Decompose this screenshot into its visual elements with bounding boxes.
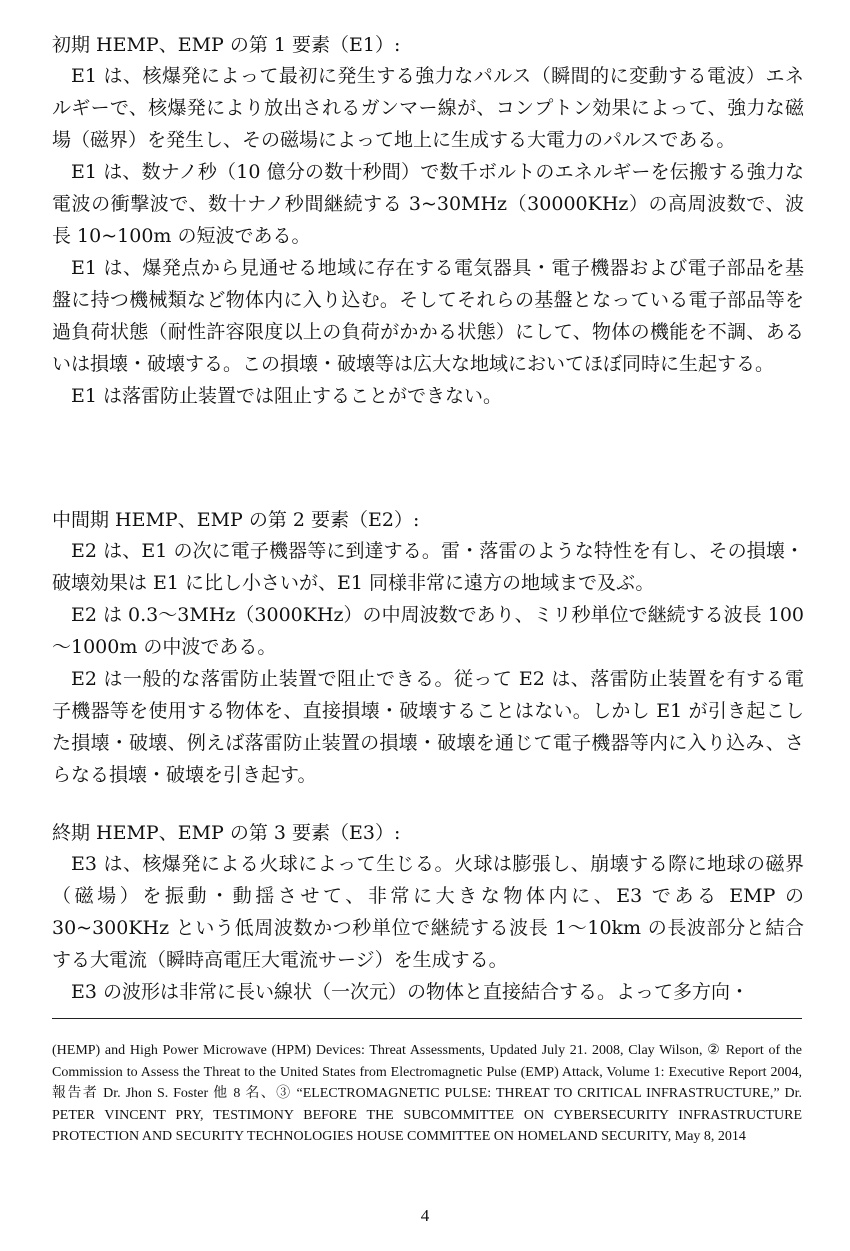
- paragraph: E1 は、爆発点から見通せる地域に存在する電気器具・電子機器および電子部品を基盤に持つ機械類など物体内に入り込む。そしてそれらの基盤となっている電子部品等を過負荷状態（耐性許容限度以上の負荷がかかる状態）にして、物体の機能を不調、あるいは損壊・破壊する。この損壊・破壊等は広大な地域においてほぼ同時に生起する。: [52, 257, 804, 375]
- footnote-divider: [52, 1018, 802, 1019]
- paragraph: E1 は落雷防止装置では阻止することができない。: [71, 385, 502, 407]
- paragraph: E1 は、核爆発によって最初に発生する強力なパルス（瞬間的に変動する電波）エネルギーで、核爆発により放出されるガンマー線が、コンプトン効果によって、強力な磁場（磁界）を発生し、その磁場によって地上に生成する大電力のパルスである。: [52, 65, 804, 151]
- paragraph: E3 は、核爆発による火球によって生じる。火球は膨張し、崩壊する際に地球の磁界（磁場）を振動・動揺させて、非常に大きな物体内に、E3 である EMP の 30~300KHz という低周波数かつ秒単位で継続する波長 1～10km の長波部分と結合する大電流（瞬時高電圧大電流サージ）を生成する。: [52, 853, 804, 971]
- section-e2: [52, 505, 804, 791]
- page-number: 4: [420, 1206, 430, 1225]
- section-e3: [52, 818, 804, 1008]
- section-heading-e3: 終期 HEMP、EMP の第 3 要素（E3）:: [52, 822, 401, 844]
- paragraph: E1 は、数ナノ秒（10 億分の数十秒間）で数千ボルトのエネルギーを伝搬する強力な電波の衝撃波で、数十ナノ秒間継続する 3~30MHz（30000KHz）の高周波数で、波長 10~100m の短波である。: [52, 161, 804, 247]
- section-e1: [52, 30, 804, 412]
- paragraph: E3 の波形は非常に長い線状（一次元）の物体と直接結合する。よって多方向・: [71, 981, 749, 1003]
- section-heading-e1: 初期 HEMP、EMP の第 1 要素（E1）:: [52, 34, 401, 56]
- section-heading-e2: 中間期 HEMP、EMP の第 2 要素（E2）:: [52, 509, 420, 531]
- footnote-text: (HEMP) and High Power Microwave (HPM) Devices: Threat Assessments, Updated July 21. 2008, Clay Wilson, ② Report of the Commission to Assess the Threat to the United States from Electromagnetic Pulse (EMP) Attack, Volume 1: Executive Report 2004, 報告者 Dr. Jhon S. Foster 他 8 名、③ “ELECTROMAGNETIC PULSE: THREAT TO CRITICAL INFRASTRUCTURE,” Dr. PETER VINCENT PRY, TESTIMONY BEFORE THE SUBCOMMITTEE ON CYBERSECURITY INFRASTRUCTURE PROTECTION AND SECURITY TECHNOLOGIES HOUSE COMMITTEE ON HOMELAND SECURITY, May 8, 2014: [52, 1043, 802, 1144]
- paragraph: E2 は 0.3～3MHz（3000KHz）の中周波数であり、ミリ秒単位で継続する波長 100～1000m の中波である。: [52, 604, 804, 658]
- paragraph: E2 は一般的な落雷防止装置で阻止できる。従って E2 は、落雷防止装置を有する電子機器等を使用する物体を、直接損壊・破壊することはない。しかし E1 が引き起こした損壊・破壊、例えば落雷防止装置の損壊・破壊を通じて電子機器等内に入り込み、さらなる損壊・破壊を引き起す。: [52, 668, 804, 786]
- paragraph: E2 は、E1 の次に電子機器等に到達する。雷・落雷のような特性を有し、その損壊・破壊効果は E1 に比し小さいが、E1 同様非常に遠方の地域まで及ぶ。: [52, 540, 804, 594]
